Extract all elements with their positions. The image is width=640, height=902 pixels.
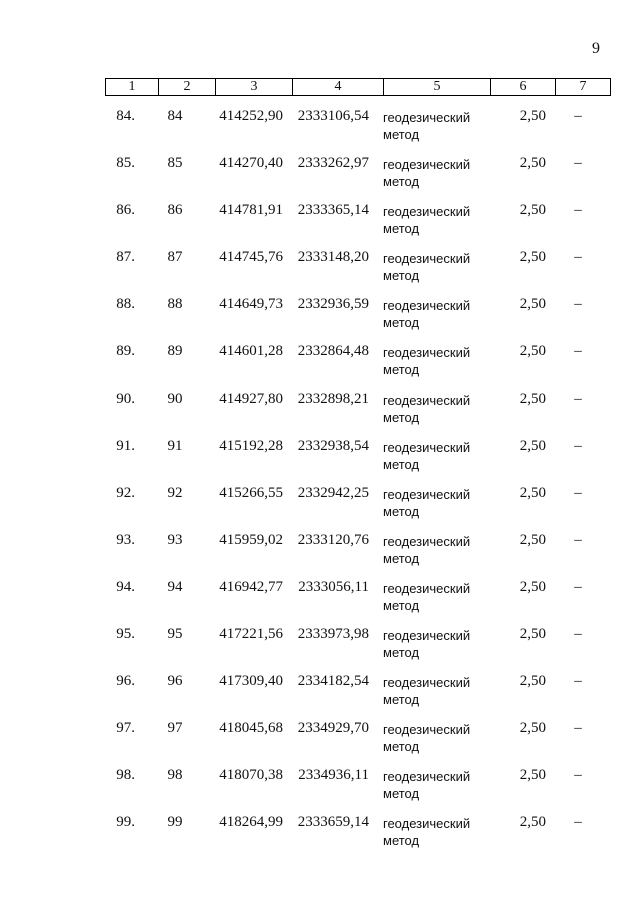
row-number: 93. [116, 531, 135, 548]
coordinate-x: 414927,80 [219, 390, 283, 407]
point-number: 89 [167, 343, 183, 360]
coordinate-y: 2333659,14 [297, 814, 369, 831]
column-header-4: 4 [293, 79, 384, 96]
accuracy-value: 2,50 [519, 202, 546, 219]
note-dash: – [574, 531, 582, 548]
table-row [0, 155, 640, 202]
point-number: 98 [167, 767, 183, 784]
method-cell [383, 439, 470, 473]
point-number: 86 [167, 202, 183, 219]
method-cell [383, 156, 470, 190]
coordinate-x: 414601,28 [219, 343, 283, 360]
column-header-3: 3 [216, 79, 293, 96]
accuracy-value: 2,50 [519, 673, 546, 690]
accuracy-value: 2,50 [519, 343, 546, 360]
method-line-1: геодезический [383, 580, 471, 596]
table-row [0, 108, 640, 155]
method-line-1: геодезический [383, 675, 471, 691]
method-line-1: геодезический [383, 110, 471, 125]
coordinate-y: 2332898,21 [297, 390, 369, 407]
row-number: 88. [116, 296, 135, 313]
coordinate-y: 2334929,70 [297, 720, 369, 737]
point-number: 85 [167, 155, 183, 172]
method-cell [383, 580, 470, 614]
note-dash: – [574, 390, 582, 407]
point-number: 95 [167, 626, 183, 643]
coordinate-y: 2332942,25 [297, 484, 369, 501]
method-cell [383, 721, 470, 755]
point-number: 91 [167, 437, 183, 454]
accuracy-value: 2,50 [519, 531, 546, 548]
row-number: 91. [116, 437, 135, 454]
column-header-2: 2 [159, 79, 216, 96]
method-cell [383, 392, 470, 426]
column-header-5: 5 [384, 79, 491, 96]
method-line-1: геодезический [383, 816, 471, 832]
method-line-1: геодезический [383, 251, 471, 267]
table-row [0, 673, 640, 720]
note-dash: – [574, 108, 582, 124]
accuracy-value: 2,50 [519, 484, 546, 501]
method-line-1: геодезический [383, 204, 471, 220]
coordinate-x: 414649,73 [219, 296, 283, 313]
coordinate-x: 414781,91 [219, 202, 283, 219]
note-dash: – [574, 767, 582, 784]
method-line-1: геодезический [383, 486, 471, 502]
row-number: 84. [116, 108, 135, 124]
accuracy-value: 2,50 [519, 578, 546, 595]
row-number: 94. [116, 578, 135, 595]
method-line-2: метод [383, 645, 420, 661]
method-cell [383, 297, 470, 331]
accuracy-value: 2,50 [519, 814, 546, 831]
method-line-2: метод [383, 127, 420, 142]
method-cell [383, 674, 470, 708]
method-line-2: метод [383, 550, 420, 566]
coordinate-y: 2334182,54 [297, 673, 369, 690]
method-cell [383, 768, 470, 802]
point-number: 88 [167, 296, 183, 313]
accuracy-value: 2,50 [519, 155, 546, 172]
point-number: 97 [167, 720, 183, 737]
column-header-6: 6 [491, 79, 556, 96]
accuracy-value: 2,50 [519, 767, 546, 784]
method-cell [383, 627, 470, 661]
coordinate-x: 418070,38 [219, 767, 283, 784]
point-number: 99 [167, 814, 183, 831]
note-dash: – [574, 437, 582, 454]
method-cell [383, 250, 470, 284]
accuracy-value: 2,50 [519, 108, 546, 124]
coordinate-x: 417221,56 [219, 626, 283, 643]
note-dash: – [574, 578, 582, 595]
table-row [0, 485, 640, 532]
note-dash: – [574, 484, 582, 501]
method-line-2: метод [383, 315, 420, 331]
coordinate-rows [0, 108, 640, 862]
note-dash: – [574, 673, 582, 690]
coordinate-y: 2334936,11 [298, 767, 369, 784]
point-number: 90 [167, 390, 183, 407]
table-row [0, 626, 640, 673]
method-line-1: геодезический [383, 722, 471, 738]
accuracy-value: 2,50 [519, 390, 546, 407]
method-line-2: метод [383, 174, 420, 190]
coordinate-x: 416942,77 [219, 578, 283, 595]
column-header-table [105, 78, 611, 96]
table-row [0, 814, 640, 861]
coordinate-y: 2333262,97 [297, 155, 369, 172]
method-cell [383, 815, 470, 849]
coordinate-y: 2333106,54 [297, 108, 369, 124]
method-line-2: метод [383, 833, 420, 849]
coordinate-y: 2332938,54 [297, 437, 369, 454]
coordinate-x: 414745,76 [219, 249, 283, 266]
coordinate-y: 2332936,59 [297, 296, 369, 313]
note-dash: – [574, 296, 582, 313]
note-dash: – [574, 626, 582, 643]
table-row [0, 249, 640, 296]
point-number: 94 [167, 578, 183, 595]
point-number: 92 [167, 484, 183, 501]
table-row [0, 202, 640, 249]
table-row [0, 532, 640, 579]
method-line-1: геодезический [383, 345, 471, 361]
coordinate-x: 414252,90 [219, 108, 283, 124]
method-line-2: метод [383, 409, 420, 425]
coordinate-x: 417309,40 [219, 673, 283, 690]
note-dash: – [574, 155, 582, 172]
row-number: 95. [116, 626, 135, 643]
method-line-1: геодезический [383, 392, 471, 408]
method-line-1: геодезический [383, 533, 471, 549]
table-row [0, 720, 640, 767]
coordinate-y: 2333365,14 [297, 202, 369, 219]
method-line-2: метод [383, 597, 420, 613]
method-line-2: метод [383, 456, 420, 472]
method-line-1: геодезический [383, 769, 471, 785]
method-cell [383, 533, 470, 567]
coordinate-x: 418045,68 [219, 720, 283, 737]
point-number: 84 [167, 108, 183, 124]
coordinate-x: 415192,28 [219, 437, 283, 454]
row-number: 90. [116, 390, 135, 407]
table-row [0, 296, 640, 343]
row-number: 99. [116, 814, 135, 831]
table-row [0, 579, 640, 626]
row-number: 92. [116, 484, 135, 501]
method-line-1: геодезический [383, 157, 471, 173]
point-number: 87 [167, 249, 183, 266]
point-number: 93 [167, 531, 183, 548]
row-number: 98. [116, 767, 135, 784]
table-row [0, 438, 640, 485]
method-cell [383, 486, 470, 520]
coordinate-x: 415266,55 [219, 484, 283, 501]
note-dash: – [574, 720, 582, 737]
coordinate-x: 418264,99 [219, 814, 283, 831]
row-number: 86. [116, 202, 135, 219]
coordinate-y: 2333056,11 [298, 578, 369, 595]
coordinate-y: 2333148,20 [297, 249, 369, 266]
column-header-row [106, 79, 611, 96]
column-header-1: 1 [106, 79, 159, 96]
method-cell [383, 203, 470, 237]
method-line-2: метод [383, 268, 420, 284]
row-number: 87. [116, 249, 135, 266]
table-row [0, 391, 640, 438]
note-dash: – [574, 343, 582, 360]
coordinate-y: 2333973,98 [297, 626, 369, 643]
method-line-2: метод [383, 362, 420, 378]
coordinate-x: 415959,02 [219, 531, 283, 548]
row-number: 97. [116, 720, 135, 737]
column-header-7: 7 [556, 79, 611, 96]
note-dash: – [574, 814, 582, 831]
method-line-2: метод [383, 221, 420, 237]
row-number: 89. [116, 343, 135, 360]
method-line-1: геодезический [383, 298, 471, 314]
method-line-2: метод [383, 739, 420, 755]
row-number: 96. [116, 673, 135, 690]
page-number: 9 [592, 40, 600, 57]
coordinate-y: 2332864,48 [297, 343, 369, 360]
table-row [0, 343, 640, 390]
point-number: 96 [167, 673, 183, 690]
method-line-1: геодезический [383, 439, 471, 455]
accuracy-value: 2,50 [519, 720, 546, 737]
note-dash: – [574, 249, 582, 266]
method-line-2: метод [383, 692, 420, 708]
coordinate-x: 414270,40 [219, 155, 283, 172]
accuracy-value: 2,50 [519, 296, 546, 313]
accuracy-value: 2,50 [519, 626, 546, 643]
method-cell [383, 109, 470, 143]
note-dash: – [574, 202, 582, 219]
method-line-2: метод [383, 786, 420, 802]
accuracy-value: 2,50 [519, 437, 546, 454]
accuracy-value: 2,50 [519, 249, 546, 266]
table-row [0, 767, 640, 814]
method-line-2: метод [383, 503, 420, 519]
method-line-1: геодезический [383, 628, 471, 644]
method-cell [383, 344, 470, 378]
coordinate-y: 2333120,76 [297, 531, 369, 548]
row-number: 85. [116, 155, 135, 172]
